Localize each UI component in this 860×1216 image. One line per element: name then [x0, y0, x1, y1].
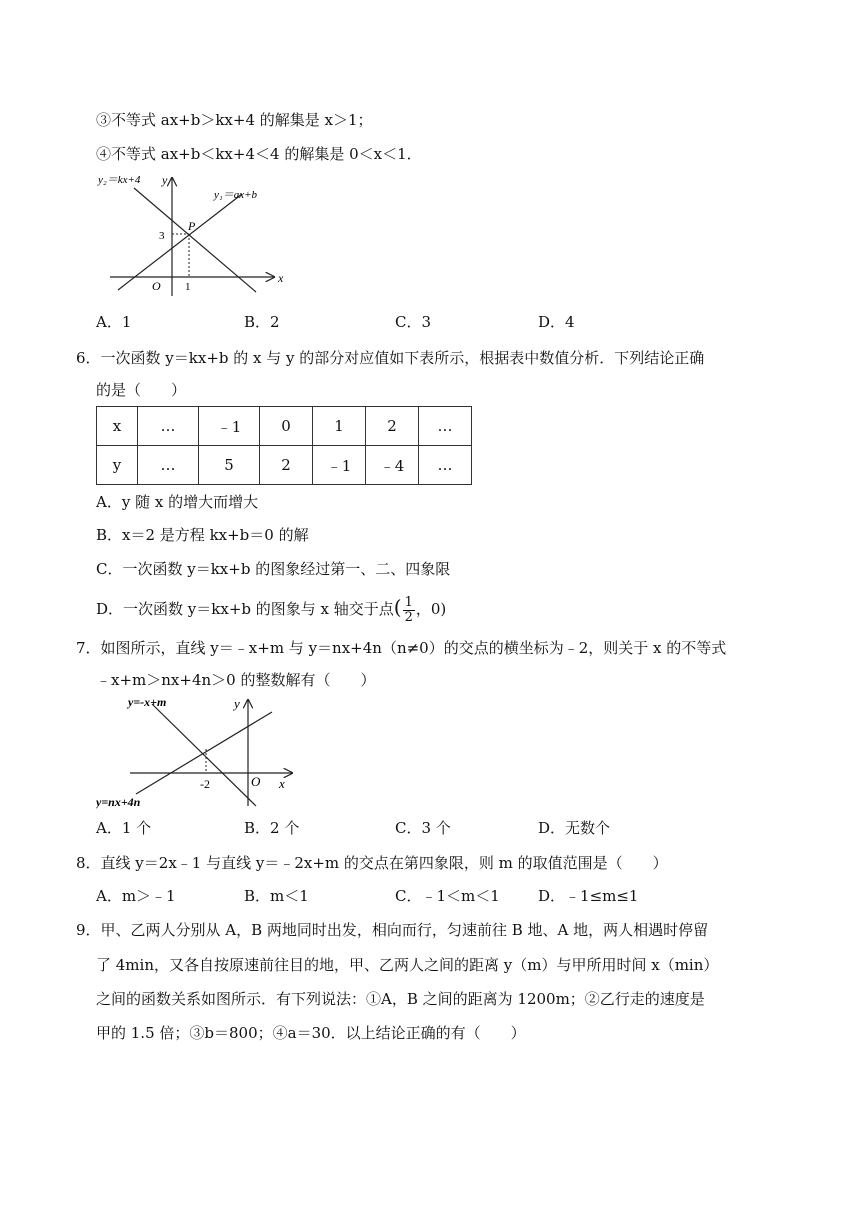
table-cell: 2	[260, 446, 313, 485]
fraction-denominator: 2	[404, 609, 413, 625]
table-cell: 1	[313, 407, 366, 446]
q6-option-d-text: D．一次函数 y＝kx+b 的图象与 x 轴交于点	[96, 600, 394, 618]
q5-line-y2	[134, 188, 256, 292]
table-cell: ﹣1	[199, 407, 260, 446]
q7-graph	[96, 694, 306, 812]
q5-line-y1	[118, 194, 242, 290]
q9-stem-line4: 甲的 1.5 倍；③b＝800；④a＝30．以上结论正确的有（ ）	[96, 1024, 526, 1042]
q6-option-d[interactable]	[96, 590, 446, 626]
q7-stem-line2: ﹣x+m＞nx+4n＞0 的整数解有（ ）	[96, 671, 376, 689]
q9-stem-line1: 9．甲、乙两人分别从 A，B 两地同时出发，相向而行，匀速前往 B 地、A 地，两人相遇时停留	[76, 921, 709, 939]
q8-option-d[interactable]: D．﹣1≤m≤1	[538, 887, 639, 905]
q5-option-c[interactable]: C．3	[395, 313, 432, 331]
table-cell: …	[419, 446, 472, 485]
q6-option-d-fraction	[403, 596, 415, 625]
q5-label-y: y	[162, 173, 168, 187]
q6-stem-line1: 6．一次函数 y＝kx+b 的 x 与 y 的部分对应值如下表所示，根据表中数值分析．下列结论正确	[76, 349, 705, 367]
q5-label-1: 1	[185, 281, 191, 293]
q7-stem-line1: 7．如图所示，直线 y＝﹣x+m 与 y＝nx+4n（n≠0）的交点的横坐标为﹣2，则关于 x 的不等式	[76, 639, 727, 657]
q5-statement-4: ④不等式 ax+b＜kx+4＜4 的解集是 0＜x＜1．	[96, 145, 422, 163]
q8-option-a[interactable]: A．m＞﹣1	[96, 887, 176, 905]
table-cell: 2	[366, 407, 419, 446]
q9-stem-line3: 之间的函数关系如图所示．有下列说法：①A，B 之间的距离为 1200m；②乙行走的速度是	[96, 990, 705, 1008]
q5-option-b[interactable]: B．2	[244, 313, 280, 331]
q8-stem: 8．直线 y＝2x﹣1 与直线 y＝﹣2x+m 的交点在第四象限，则 m 的取值范围是（ ）	[76, 854, 668, 872]
q6-option-c[interactable]: C．一次函数 y＝kx+b 的图象经过第一、二、四象限	[96, 560, 451, 578]
q7-label-x: x	[279, 776, 285, 791]
q6-value-table	[96, 406, 472, 485]
q5-label-y2: y₂＝kx+4	[98, 174, 141, 186]
q6-option-a[interactable]: A．y 随 x 的增大而增大	[96, 493, 259, 511]
table-cell: …	[138, 446, 199, 485]
table-cell: …	[138, 407, 199, 446]
table-cell: …	[419, 407, 472, 446]
q7-label-y: y	[234, 696, 240, 711]
q7-option-a[interactable]: A．1 个	[96, 819, 152, 837]
q5-label-p: P	[188, 219, 196, 233]
q5-label-o: O	[152, 279, 161, 293]
table-cell: 0	[260, 407, 313, 446]
q7-option-c[interactable]: C．3 个	[395, 819, 451, 837]
q7-label-line1: y=-x+m	[128, 695, 167, 709]
q7-option-b[interactable]: B．2 个	[244, 819, 300, 837]
fraction-numerator: 1	[404, 594, 413, 610]
q5-graph	[96, 170, 296, 298]
q7-label-o: O	[251, 774, 261, 789]
table-row	[97, 446, 472, 485]
q6-option-b[interactable]: B．x＝2 是方程 kx+b＝0 的解	[96, 526, 309, 544]
q5-statement-3: ③不等式 ax+b＞kx+4 的解集是 x＞1；	[96, 111, 373, 129]
q9-stem-line2: 了 4min，又各自按原速前往目的地，甲、乙两人之间的距离 y（m）与甲所用时间 x（min）	[96, 956, 719, 974]
q6-option-d-paren: (	[393, 595, 402, 619]
table-cell: ﹣4	[366, 446, 419, 485]
table-row	[97, 407, 472, 446]
table-cell: x	[97, 407, 138, 446]
q5-label-x: x	[278, 271, 284, 285]
q5-label-y1: y₁＝ax+b	[214, 189, 258, 201]
q8-option-c[interactable]: C．﹣1＜m＜1	[395, 887, 500, 905]
q7-label-minus2: -2	[200, 777, 210, 791]
table-cell: 5	[199, 446, 260, 485]
q7-label-line2: y=nx+4n	[96, 795, 141, 809]
q5-label-3: 3	[159, 230, 165, 242]
q5-option-d[interactable]: D．4	[538, 313, 575, 331]
q6-stem-line2: 的是（ ）	[96, 381, 187, 399]
q5-option-a[interactable]: A．1	[96, 313, 132, 331]
q7-option-d[interactable]: D．无数个	[538, 819, 611, 837]
table-cell: ﹣1	[313, 446, 366, 485]
q8-option-b[interactable]: B．m＜1	[244, 887, 309, 905]
table-cell: y	[97, 446, 138, 485]
q6-option-d-tail: ，0)	[415, 600, 447, 618]
